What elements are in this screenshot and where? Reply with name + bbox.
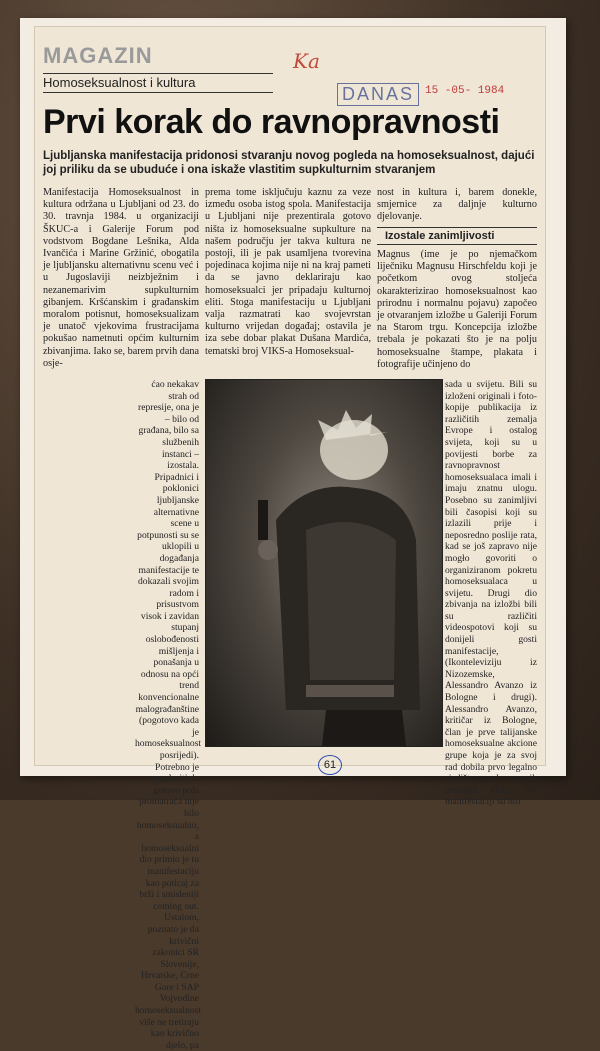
lead-paragraph: Ljubljanska manifestacija pridonosi stvaranju novog pogleda na homoseksualnost, dajući joj priliku da se ubuduće i ona iskaže vlastitim supkulturnim stvaranjem (43, 150, 535, 176)
column-1-bottom: ćao nekakav strah od represije, ona je – bilo od građana, bilo sa službenih instanci – izostala. Pripadnici i poklonici ljubljanske alternativne scene u potpunosti su se uklopili u događanja manifestacije te dokazali svojim radom i prisustvom visok i zavidan stupanj oslobođenosti mišljenja i ponašanja u odnosu na opći trend konvencionalne malograđanštine (pogotovo kada je homoseksualnost posrijedi). Potrebno je naglasiti da gotovo pola promatrača nije bilo homoseksualno, a homoseksualni dio primio je tu manifestaciju kao poticaj za brži i smisleniji coming out. Ustalom, poznato je da krivični zakonici SR Slovenije, Hrvatske, Crne Gore i SAP Vojvodine homoseksualnost više ne tretiraju kao krivično djelo, pa (135, 379, 202, 1051)
topic-label: Homoseksualnost i kultura (43, 75, 196, 90)
section-title: MAGAZIN (43, 43, 153, 68)
column-3-bottom: sada u svijetu. Bili su izloženi originali i foto-kopije publikacija iz različitih zemalja Evrope i ostalog svijeta, koji su u povijesti borbe za ravnopravnost homoseksualaca imali i imaju znatnu ulogu. Posebno su zanimljivi bili časopisi koji su izlazili prije i neposredno poslije rata, kad se još zapravo nije mogło govoriti o organiziranom pokretu homoseksualaca u svijetu. Drugi dio zbivanja na izložbi bili su različiti videospotovi koji su donijeli gosti manifestacije, (Ikonteleviziju iz Nizozemske, Alessandro Avanzo iz Bologne i drugi). Alessandro Avanzo, kritičar iz Bologne, član je prve talijanske homoseksualne akcione grupe koja je za svoj rad dobila prvo legalno sjedište od samih gradskih vlasti. Na manifestaciji su bili (445, 379, 537, 808)
subheading: Izostale zanimljivosti (377, 227, 537, 245)
topic-bar (43, 73, 273, 93)
column-3-middle: Magnus (ime je po njemačkom liječniku Magnusu Hirschfeldu koji je početkom ovog stoljeća okarakterizirao homoseksualnost kao prirodnu i normalnu pojavu) započeo je otvaranjem izložbe u Galeriji Forum na Starom trgu. Koncepcija izložbe trebala je pokazati što je na polju homoseksualne štampe, plakata i fotografije učinjeno do (377, 249, 537, 370)
column-2-top: prema tome isključuju kaznu za veze između osoba istog spola. Manifestacija u Ljubljani nije prezentirala gotovo ništa iz homoseksualne supkulture na našem području jer takva kultura ne postoji, ili je pak usamljena tvorevina pojedinaca kojima nije ni na kraj pameti da se javno deklariraju kao homoseksualci jer pripadaju kulturnoj eliti. Stoga manifestaciju u Ljubljani valja razmatrati kao svojevrstan kulturno vrijedan događaj; ostavila je iza sebe dobar plakat Dušana Mardića, tematski broj VIKS-a Homoseksual- (205, 187, 371, 357)
source-stamp: DANAS (337, 83, 419, 106)
column-1-top: Manifestacija Homoseksualnost in kultura održana u Ljubljani od 23. do 30. travnja 1984. u organizaciji ŠKUC-a i Galerije Forum pod vodstvom Bogdane Lešnika, Alda Ivančića i Marine Gržinić, obogatila je ljubljansku alternativnu scenu već i u Jugoslaviji neizbježnim i nezanemarivim supkulturnim gibanjem. Kršćanskim i građanskim moralom potisnut, homoseksualizam je unatoč vjekovima frustracijama pokušao nametnuti općim kulturnim zbivanjima. Iako se, barem prvih dana osje- (43, 187, 199, 369)
photo-figure (206, 380, 442, 746)
newspaper-clipping (34, 26, 546, 1051)
headline: Prvi korak do ravnopravnosti (43, 103, 500, 141)
column-3-top: nost in kultura i, barem donekle, smjernice za daljnje kulturno djelovanje. (377, 187, 537, 223)
paper-sheet (20, 18, 566, 1051)
handwritten-mark: Ka (293, 49, 320, 73)
page-number: 61 (318, 755, 342, 775)
article-photo (205, 379, 443, 747)
date-stamp: 15 -05- 1984 (425, 85, 505, 97)
